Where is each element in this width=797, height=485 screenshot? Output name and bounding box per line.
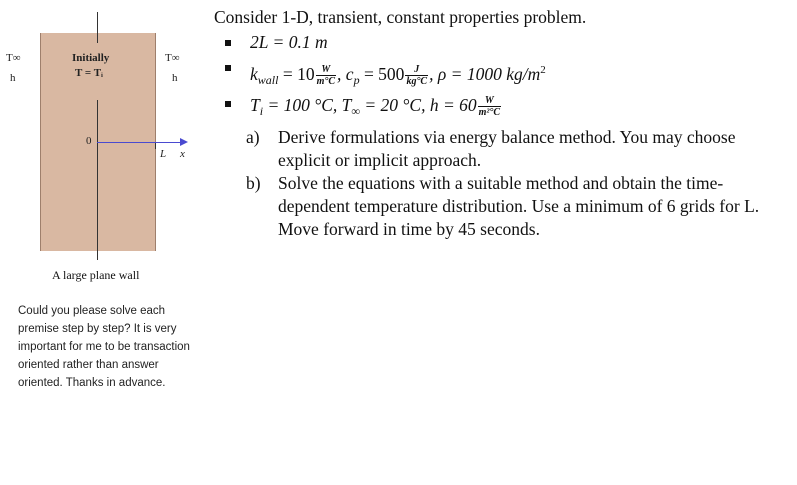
k-unit: $\frac{W}{m^\circ C}$ xyxy=(316,64,336,88)
density-value: , ρ = 1000 kg/m xyxy=(429,64,541,84)
x-label: x xyxy=(180,148,185,160)
left-tinf-label: T∞ xyxy=(6,52,21,64)
k-symbol: k xyxy=(250,64,258,84)
given-length xyxy=(214,31,789,56)
right-h-label: h xyxy=(172,72,178,84)
cp-subscript: p xyxy=(353,73,360,87)
origin-label: 0 xyxy=(86,135,92,147)
centerline-dash xyxy=(97,40,98,43)
k-value: = 10 xyxy=(278,64,315,84)
task-list xyxy=(214,126,789,241)
wall-left-edge xyxy=(40,33,41,251)
note-line: important for me to be transaction xyxy=(18,341,190,353)
note-line: oriented rather than answer xyxy=(18,359,159,371)
plane-wall-figure xyxy=(0,0,230,300)
tinf-h-value: = 20 °C, h = 60 xyxy=(359,95,477,115)
cp-symbol: , c xyxy=(337,64,354,84)
h-unit: $\frac{W}{\text{m²°C}}$ xyxy=(478,95,501,119)
tinf-subscript: ∞ xyxy=(351,104,360,118)
task-a-label: a) xyxy=(246,127,260,147)
task-b xyxy=(214,172,789,241)
wall-initial-label: Initially xyxy=(72,52,110,64)
x-axis-line xyxy=(97,142,182,143)
problem-intro: Consider 1-D, transient, constant properties problem. xyxy=(214,7,587,27)
left-h-label: h xyxy=(10,72,16,84)
task-a xyxy=(214,126,789,172)
problem-statement xyxy=(214,6,789,241)
note-line: Could you please solve each xyxy=(18,305,166,317)
cp-value: = 500 xyxy=(359,64,405,84)
ti-value: = 100 °C, T xyxy=(263,95,352,115)
task-a-text: Derive formulations via energy balance method. You may choose explicit or implicit approach. xyxy=(278,127,736,170)
cp-unit: $\frac{J}{kg^\circ C}$ xyxy=(406,64,428,88)
note-line: premise step by step? It is very xyxy=(18,323,177,335)
given-conditions xyxy=(214,92,789,126)
task-b-label: b) xyxy=(246,173,261,193)
wall-initial-temp: T = Tᵢ xyxy=(75,67,103,79)
centerline-lower xyxy=(97,100,98,260)
bullet-square-icon xyxy=(225,101,231,107)
bullet-square-icon xyxy=(225,40,231,46)
ti-symbol: T xyxy=(250,95,260,115)
note-line: oriented. Thanks in advance. xyxy=(18,377,166,389)
L-tick xyxy=(155,143,156,149)
ti-subscript: i xyxy=(259,104,264,118)
given-properties xyxy=(214,56,789,92)
length-value: 2L = 0.1 m xyxy=(250,32,328,52)
task-b-text: Solve the equations with a suitable method and obtain the time-dependent temperature distribution. Use a minimum of 6 grids for L. Move forward in time by 45 seconds. xyxy=(278,173,760,239)
given-list xyxy=(214,31,789,126)
x-axis-arrow-icon xyxy=(180,138,188,146)
density-exponent: 2 xyxy=(540,64,546,76)
figure-caption: A large plane wall xyxy=(52,268,140,282)
bullet-square-icon xyxy=(225,65,231,71)
L-label: L xyxy=(160,148,167,160)
k-subscript: wall xyxy=(257,73,279,87)
right-tinf-label: T∞ xyxy=(165,52,180,64)
user-note xyxy=(18,302,233,392)
centerline-top xyxy=(97,12,98,40)
